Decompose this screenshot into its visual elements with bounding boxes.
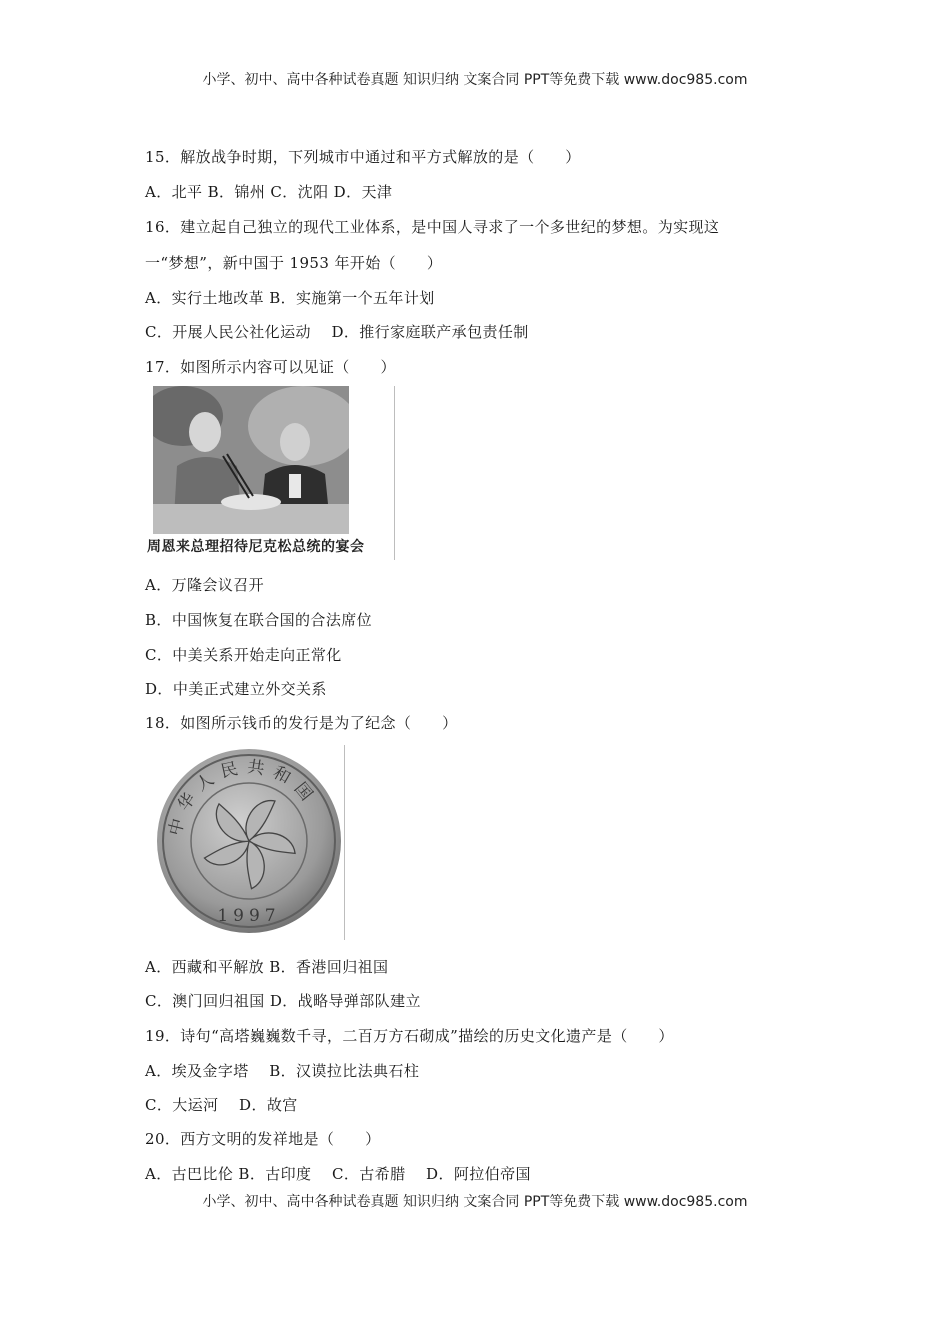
commemorative-coin (153, 745, 345, 940)
page-footer: 小学、初中、高中各种试卷真题 知识归纳 文案合同 PPT等免费下载 www.doc985.com (202, 1194, 748, 1210)
question-19-options-cd: C．大运河 D．故宫 (145, 1096, 298, 1114)
banquet-photo-illustration (153, 386, 349, 534)
question-17-stem: 17．如图所示内容可以见证（ ） (145, 358, 396, 376)
question-17-figure (147, 386, 395, 560)
question-18-figure (153, 745, 345, 940)
question-16-options-ab: A．实行土地改革 B．实施第一个五年计划 (145, 289, 435, 307)
question-17-option-c: C．中美关系开始走向正常化 (145, 646, 342, 664)
question-18-stem: 18．如图所示钱币的发行是为了纪念（ ） (145, 714, 458, 732)
banquet-photo (153, 386, 349, 534)
question-17-option-b: B．中国恢复在联合国的合法席位 (145, 611, 373, 629)
question-17-option-d: D．中美正式建立外交关系 (145, 680, 327, 698)
question-20-options: A．古巴比伦 B．古印度 C．古希腊 D．阿拉伯帝国 (145, 1165, 531, 1183)
page-header: 小学、初中、高中各种试卷真题 知识归纳 文案合同 PPT等免费下载 www.doc985.com (202, 72, 748, 88)
question-16-stem-line2: 一“梦想”，新中国于 1953 年开始（ ） (145, 254, 443, 272)
question-16-stem-line1: 16．建立起自己独立的现代工业体系，是中国人寻求了一个多世纪的梦想。为实现这 (145, 218, 720, 236)
coin-year: 1997 (217, 906, 281, 926)
coin-inscription: 中华人民共和国 (165, 757, 322, 838)
photo-caption: 周恩来总理招待尼克松总统的宴会 (147, 539, 365, 555)
question-20-stem: 20．西方文明的发祥地是（ ） (145, 1130, 381, 1148)
question-17-option-a: A．万隆会议召开 (145, 576, 265, 594)
question-19-options-ab: A．埃及金字塔 B．汉谟拉比法典石柱 (145, 1062, 420, 1080)
question-15-options: A．北平 B．锦州 C．沈阳 D．天津 (145, 183, 393, 201)
coin-divider (344, 745, 345, 940)
question-19-stem: 19．诗句“高塔巍巍数千寻，二百万方石砌成”描绘的历史文化遗产是（ ） (145, 1027, 674, 1045)
question-15-stem: 15．解放战争时期，下列城市中通过和平方式解放的是（ ） (145, 148, 581, 166)
question-18-options-ab: A．西藏和平解放 B．香港回归祖国 (145, 958, 389, 976)
question-18-options-cd: C．澳门回归祖国 D．战略导弹部队建立 (145, 992, 421, 1010)
question-16-options-cd: C．开展人民公社化运动 D．推行家庭联产承包责任制 (145, 323, 529, 341)
figure-divider (394, 386, 395, 560)
